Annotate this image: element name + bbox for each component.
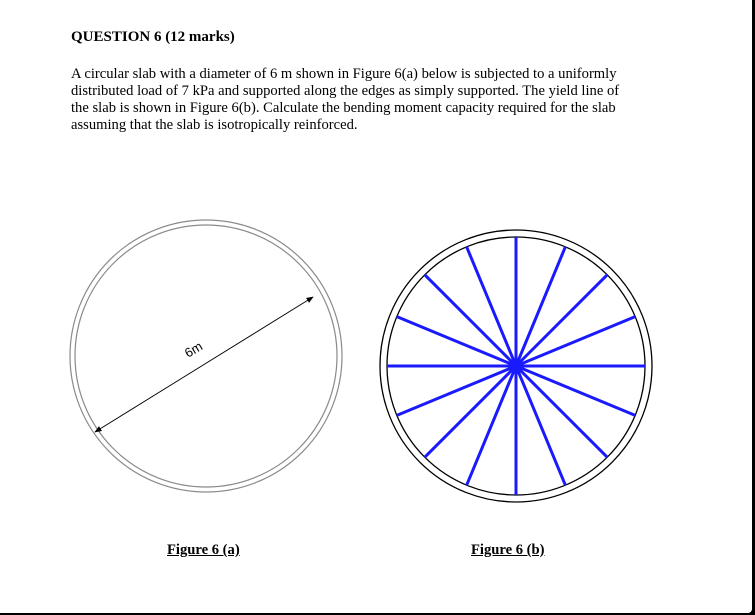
figure-6a-caption: Figure 6 (a) (167, 542, 240, 558)
question-title: QUESTION 6 (12 marks) (71, 29, 235, 45)
yield-lines (387, 237, 645, 495)
yield-line (425, 366, 516, 457)
question-line-4: assuming that the slab is isotropically reinforced. (71, 117, 358, 133)
question-line-3: the slab is shown in Figure 6(b). Calculate the bending moment capacity required for the slab (71, 100, 616, 116)
yield-line (516, 275, 607, 366)
diameter-label: 6m (181, 338, 206, 361)
question-line-1: A circular slab with a diameter of 6 m shown in Figure 6(a) below is subjected to a uniformly (71, 66, 617, 82)
figure-6b-caption: Figure 6 (b) (471, 542, 545, 558)
question-line-2: distributed load of 7 kPa and supported along the edges as simply supported. The yield line of (71, 83, 620, 99)
yield-line (516, 366, 607, 457)
yield-line (425, 275, 516, 366)
